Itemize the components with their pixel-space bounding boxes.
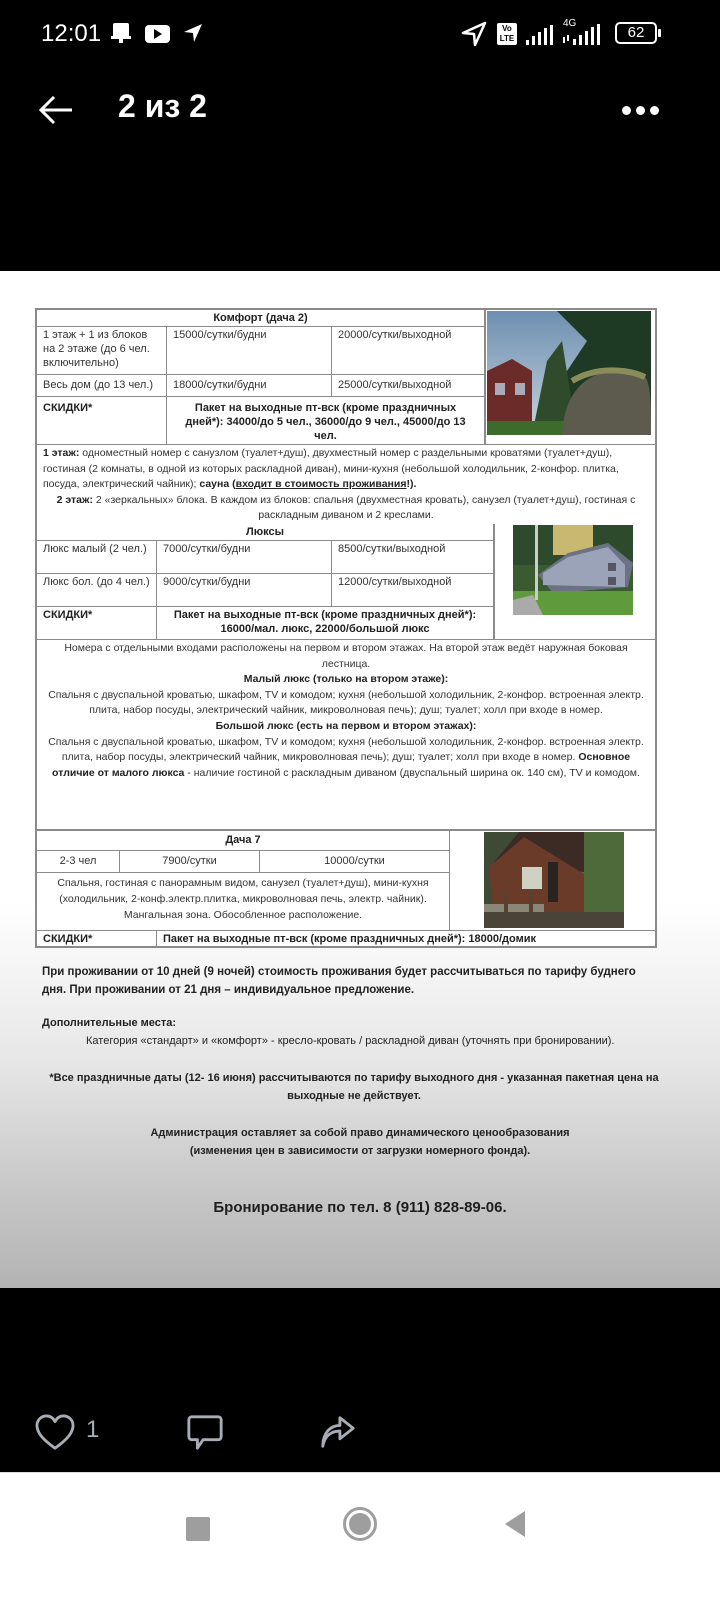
lux-discount-text: Пакет на выходные пт-вск (кроме праздничных дней*): 16000/мал. люкс, 22000/большой люкс (157, 607, 494, 640)
lux-discount-label: СКИДКИ* (37, 607, 157, 640)
dacha7-discount-label: СКИДКИ* (37, 931, 157, 948)
system-back-button[interactable] (505, 1511, 525, 1537)
comfort-row-1-label: 1 этаж + 1 из блоков на 2 этаже (до 6 чел. включительно) (37, 327, 167, 375)
comfort-house-photo (487, 311, 651, 435)
dacha7-house-photo (484, 832, 624, 928)
booking-phone: Бронирование по тел. 8 (911) 828-89-06. (213, 1199, 507, 1216)
battery-level: 62 (627, 24, 645, 41)
dacha7-description: Спальня, гостиная с панорамным видом, санузел (туалет+душ), мини-кухня (холодильник, 2-конф.электр.плитка, микроволновая печь, электр. чайник). Мангальная зона. Обособленное расположение. (37, 873, 450, 931)
navigation-icon (182, 22, 204, 44)
signal-4g-icon (563, 24, 605, 46)
comfort-photo-cell (485, 310, 655, 445)
dacha7-table (35, 829, 657, 948)
dot-icon (636, 106, 645, 115)
signal-icon (525, 24, 553, 46)
comfort-discount-label: СКИДКИ* (37, 397, 167, 445)
like-heart-icon[interactable] (34, 1414, 76, 1452)
lux-row-1-weekend: 8500/сутки/выходной (332, 541, 494, 574)
lux-house-photo (513, 525, 633, 615)
comfort-table (35, 308, 657, 526)
dacha7-guests: 2-3 чел (37, 851, 120, 873)
lux-table (35, 524, 657, 831)
lux-row-1-label: Люкс малый (2 чел.) (37, 541, 157, 574)
back-arrow-icon[interactable] (36, 90, 76, 130)
home-button[interactable] (343, 1507, 377, 1541)
floor1-desc: одноместный номер с санузлом (туалет+душ), двухместный номер с раздельными кроватями (туалет+душ), гостиная (2 комнаты, в одной из которых раскладной диван), мини-кухня (небольшой холодильник, 2-конфор. плитка, посуда, электрический чайник); (43, 447, 619, 490)
youtube-icon (145, 25, 170, 43)
dacha7-weekday: 7900/сутки (120, 851, 260, 873)
floor1-label: 1 этаж: (43, 447, 80, 459)
post-actions-bar (0, 1400, 720, 1470)
comfort-row-2-weekend: 25000/сутки/выходной (332, 375, 485, 397)
extra-places-text: Категория «стандарт» и «комфорт» - кресло-кровать / раскладной диван (уточнять при бронировании). (86, 1035, 615, 1047)
comfort-row-2-weekday: 18000/сутки/будни (167, 375, 332, 397)
small-lux-title: Малый люкс (только на втором этаже): (243, 673, 449, 686)
floor2-desc: 2 «зеркальных» блока. В каждом из блоков: спальня (двухместная кровать), санузел (туалет+душ), гостиная с раскладным диваном и 2 креслами. (92, 493, 636, 521)
lux-intro: Номера с отдельными входами расположены на первом и втором этажах. На второй этаж ведёт наружная боковая лестница. (64, 642, 628, 670)
comfort-row-1-weekday: 15000/сутки/будни (167, 327, 332, 375)
long-stay-note: При проживании от 10 дней (9 ночей) стоимость проживания будет рассчитываться по тарифу буднего дня. При проживании от 21 дня – индивидуальное предложение. (42, 966, 636, 996)
dacha7-weekend: 10000/сутки (260, 851, 450, 873)
comfort-discount-text: Пакет на выходные пт-вск (кроме праздничных дней*): 34000/до 5 чел., 36000/до 9 чел., 45000/до 13 чел. (167, 397, 485, 445)
recents-button[interactable] (186, 1517, 210, 1541)
floor2-label: 2 этаж: (56, 493, 93, 506)
lux-title: Люксы (37, 524, 494, 541)
lux-row-1-weekday: 7000/сутки/будни (157, 541, 332, 574)
viewer-header (0, 70, 720, 150)
big-lux-desc: Спальня с двуспальной кроватью, шкафом, TV и комодом; кухня (небольшой холодильник, 2-конфор. встроенная электр. плита, набор посуды, электрический чайник, микроволновая печь); душ; туалет; холл при входе в номер. (48, 735, 644, 764)
lux-row-2-weekend: 12000/сутки/выходной (332, 574, 494, 607)
notification-icon (110, 22, 132, 44)
system-nav-bar (0, 1472, 720, 1600)
big-lux-title: Большой люкс (есть на первом и втором этажах): (215, 719, 477, 732)
dot-icon (622, 106, 631, 115)
status-bar (0, 0, 720, 70)
comfort-row-2-label: Весь дом (до 13 чел.) (37, 375, 167, 397)
extra-places-title: Дополнительные места: (42, 1017, 177, 1029)
page-counter-title: 2 из 2 (118, 88, 207, 124)
comfort-row-1-weekend: 20000/сутки/выходной (332, 327, 485, 375)
sauna-end: !). (406, 478, 417, 490)
like-count: 1 (86, 1416, 100, 1443)
dacha7-photo-cell (450, 831, 655, 931)
comment-icon[interactable] (186, 1414, 224, 1452)
lux-row-2-label: Люкс бол. (до 4 чел.) (37, 574, 157, 607)
network-type: 4G (563, 18, 577, 29)
document-image (0, 271, 720, 1288)
share-icon[interactable] (318, 1414, 358, 1452)
big-lux-diff-label: Основное отличие от малого люкса (52, 751, 631, 779)
dot-icon (650, 106, 659, 115)
location-icon (460, 20, 488, 48)
status-time: 12:01 (41, 20, 102, 47)
comfort-description: 1 этаж: одноместный номер с санузлом (туалет+душ), двухместный номер с раздельными кроватями (туалет+душ), гостиная (2 комнаты, в одной из которых раскладной диван), мини-кухня (небольшой холодильник, 2-конфор. плитка, посуда, электрический чайник); сауна (входит в стоимость проживания!). 2 этаж: 2 «зеркальных» блока. В каждом из блоков: спальня (двухместная кровать), санузел (туалет+душ), гостиная с раскладным диваном и 2 креслами. (43, 447, 636, 521)
holidays-note: *Все праздничные даты (12- 16 июня) рассчитываются по тарифу выходного дня - указанная пакетная цена на выходные не действует. (49, 1072, 659, 1102)
admin-note: Администрация оставляет за собой право динамического ценообразования (изменения цен в зависимости от загрузки номерного фонда). (150, 1127, 570, 1157)
lux-row-2-weekday: 9000/сутки/будни (157, 574, 332, 607)
lux-photo-cell (494, 524, 655, 640)
sauna-label: сауна (199, 478, 230, 490)
lux-description (37, 640, 655, 831)
small-lux-desc: Спальня с двуспальной кроватью, шкафом, TV и комодом; кухня (небольшой холодильник, 2-конфор. встроенная электр. плита, набор посуды, электрический чайник, микроволновая печь); душ; туалет; холл при входе в номер. (48, 688, 644, 717)
battery-indicator (615, 22, 657, 44)
comfort-title: Комфорт (дача 2) (37, 310, 485, 327)
big-lux-diff: - наличие гостиной с раскладным диваном (двуспальный ширина ок. 140 см), TV и комодом. (184, 766, 640, 779)
more-options-button[interactable] (622, 100, 662, 120)
dacha7-discount-text: Пакет на выходные пт-вск (кроме праздничных дней*): 18000/домик (163, 933, 537, 945)
volte-icon: Vo LTE (497, 23, 517, 45)
dacha7-title: Дача 7 (37, 831, 450, 851)
sauna-note: входит в стоимость проживания (235, 478, 407, 490)
